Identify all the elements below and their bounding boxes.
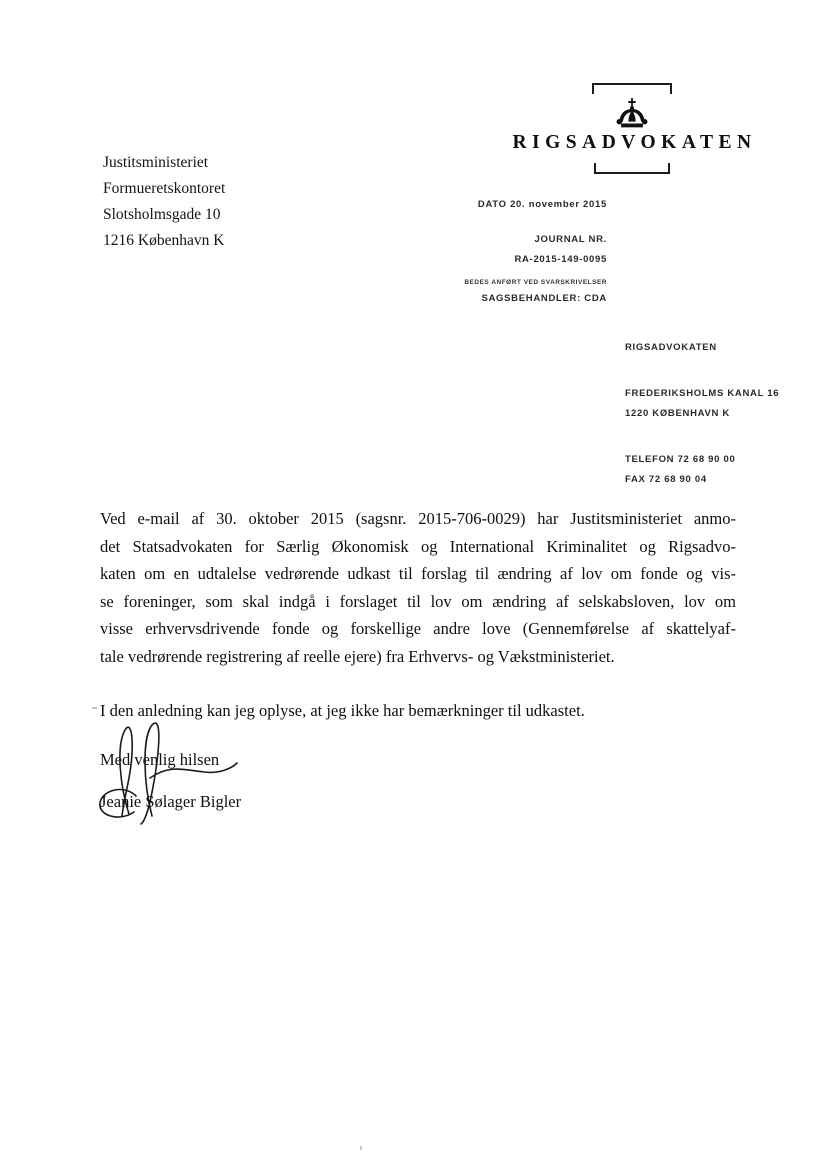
date-line: DATO 20. november 2015 <box>477 199 607 210</box>
text-line: tale vedrørende registrering af reelle ejere) fra Erhvervs- og Vækstministeriet. <box>100 646 615 666</box>
sender-city: 1220 KØBENHAVN K <box>625 408 730 419</box>
letterhead <box>500 83 764 174</box>
text-line: Justitsministeriet <box>103 154 209 171</box>
paragraph-1 <box>100 505 736 670</box>
text-line: det Statsadvokaten for Særlig Økonomisk og International Kriminalitet og Rigsadvo- <box>100 536 736 556</box>
text-line: se foreninger, som skal indgå i forslaget til lov om ændring af selskabsloven, lov om <box>100 591 736 611</box>
closing-salutation: Med venlig hilsen <box>100 749 220 769</box>
journal-number-label: JOURNAL NR. <box>534 234 607 245</box>
text-line: I den anledning kan jeg oplyse, at jeg ikke har bemærkninger til udkastet. <box>100 701 585 720</box>
crown-icon <box>500 97 764 130</box>
scan-speck <box>92 707 97 709</box>
caseworker-line: SAGSBEHANDLER: CDA <box>481 293 607 304</box>
org-wordmark: RIGSADVOKATEN <box>512 132 757 153</box>
signature-scrawl <box>96 716 246 833</box>
journal-note: BEDES ANFØRT VED SVARSKRIVELSER <box>464 279 607 286</box>
signer-name: Jeanie Sølager Bigler <box>100 792 242 811</box>
text-line: Formueretskontoret <box>103 180 226 197</box>
sender-phone: TELEFON 72 68 90 00 <box>625 454 736 465</box>
recipient-address-block <box>103 150 225 254</box>
sender-street: FREDERIKSHOLMS KANAL 16 <box>625 388 780 399</box>
sender-fax: FAX 72 68 90 04 <box>625 474 707 485</box>
text-line: Slotsholmsgade 10 <box>103 206 221 223</box>
text-line: katen om en udtalelse vedrørende udkast til forslag til ændring af lov om fonde og vis- <box>100 564 736 583</box>
text-line: 1216 København K <box>103 232 225 249</box>
sender-name: RIGSADVOKATEN <box>625 342 717 353</box>
text-line: visse erhvervsdrivende fonde og forskellige andre love (Gennemførelse af skattelyaf- <box>100 619 736 638</box>
bracket-top-decoration <box>592 83 672 94</box>
reference-block <box>464 199 607 305</box>
bracket-bottom-decoration <box>594 163 670 174</box>
journal-number-value: RA-2015-149-0095 <box>514 254 607 265</box>
scan-speck <box>360 1146 362 1150</box>
sender-contact-block <box>625 338 779 490</box>
text-line: Ved e-mail af 30. oktober 2015 (sagsnr. 2015-706-0029) har Justitsministeriet anmo- <box>100 509 736 528</box>
